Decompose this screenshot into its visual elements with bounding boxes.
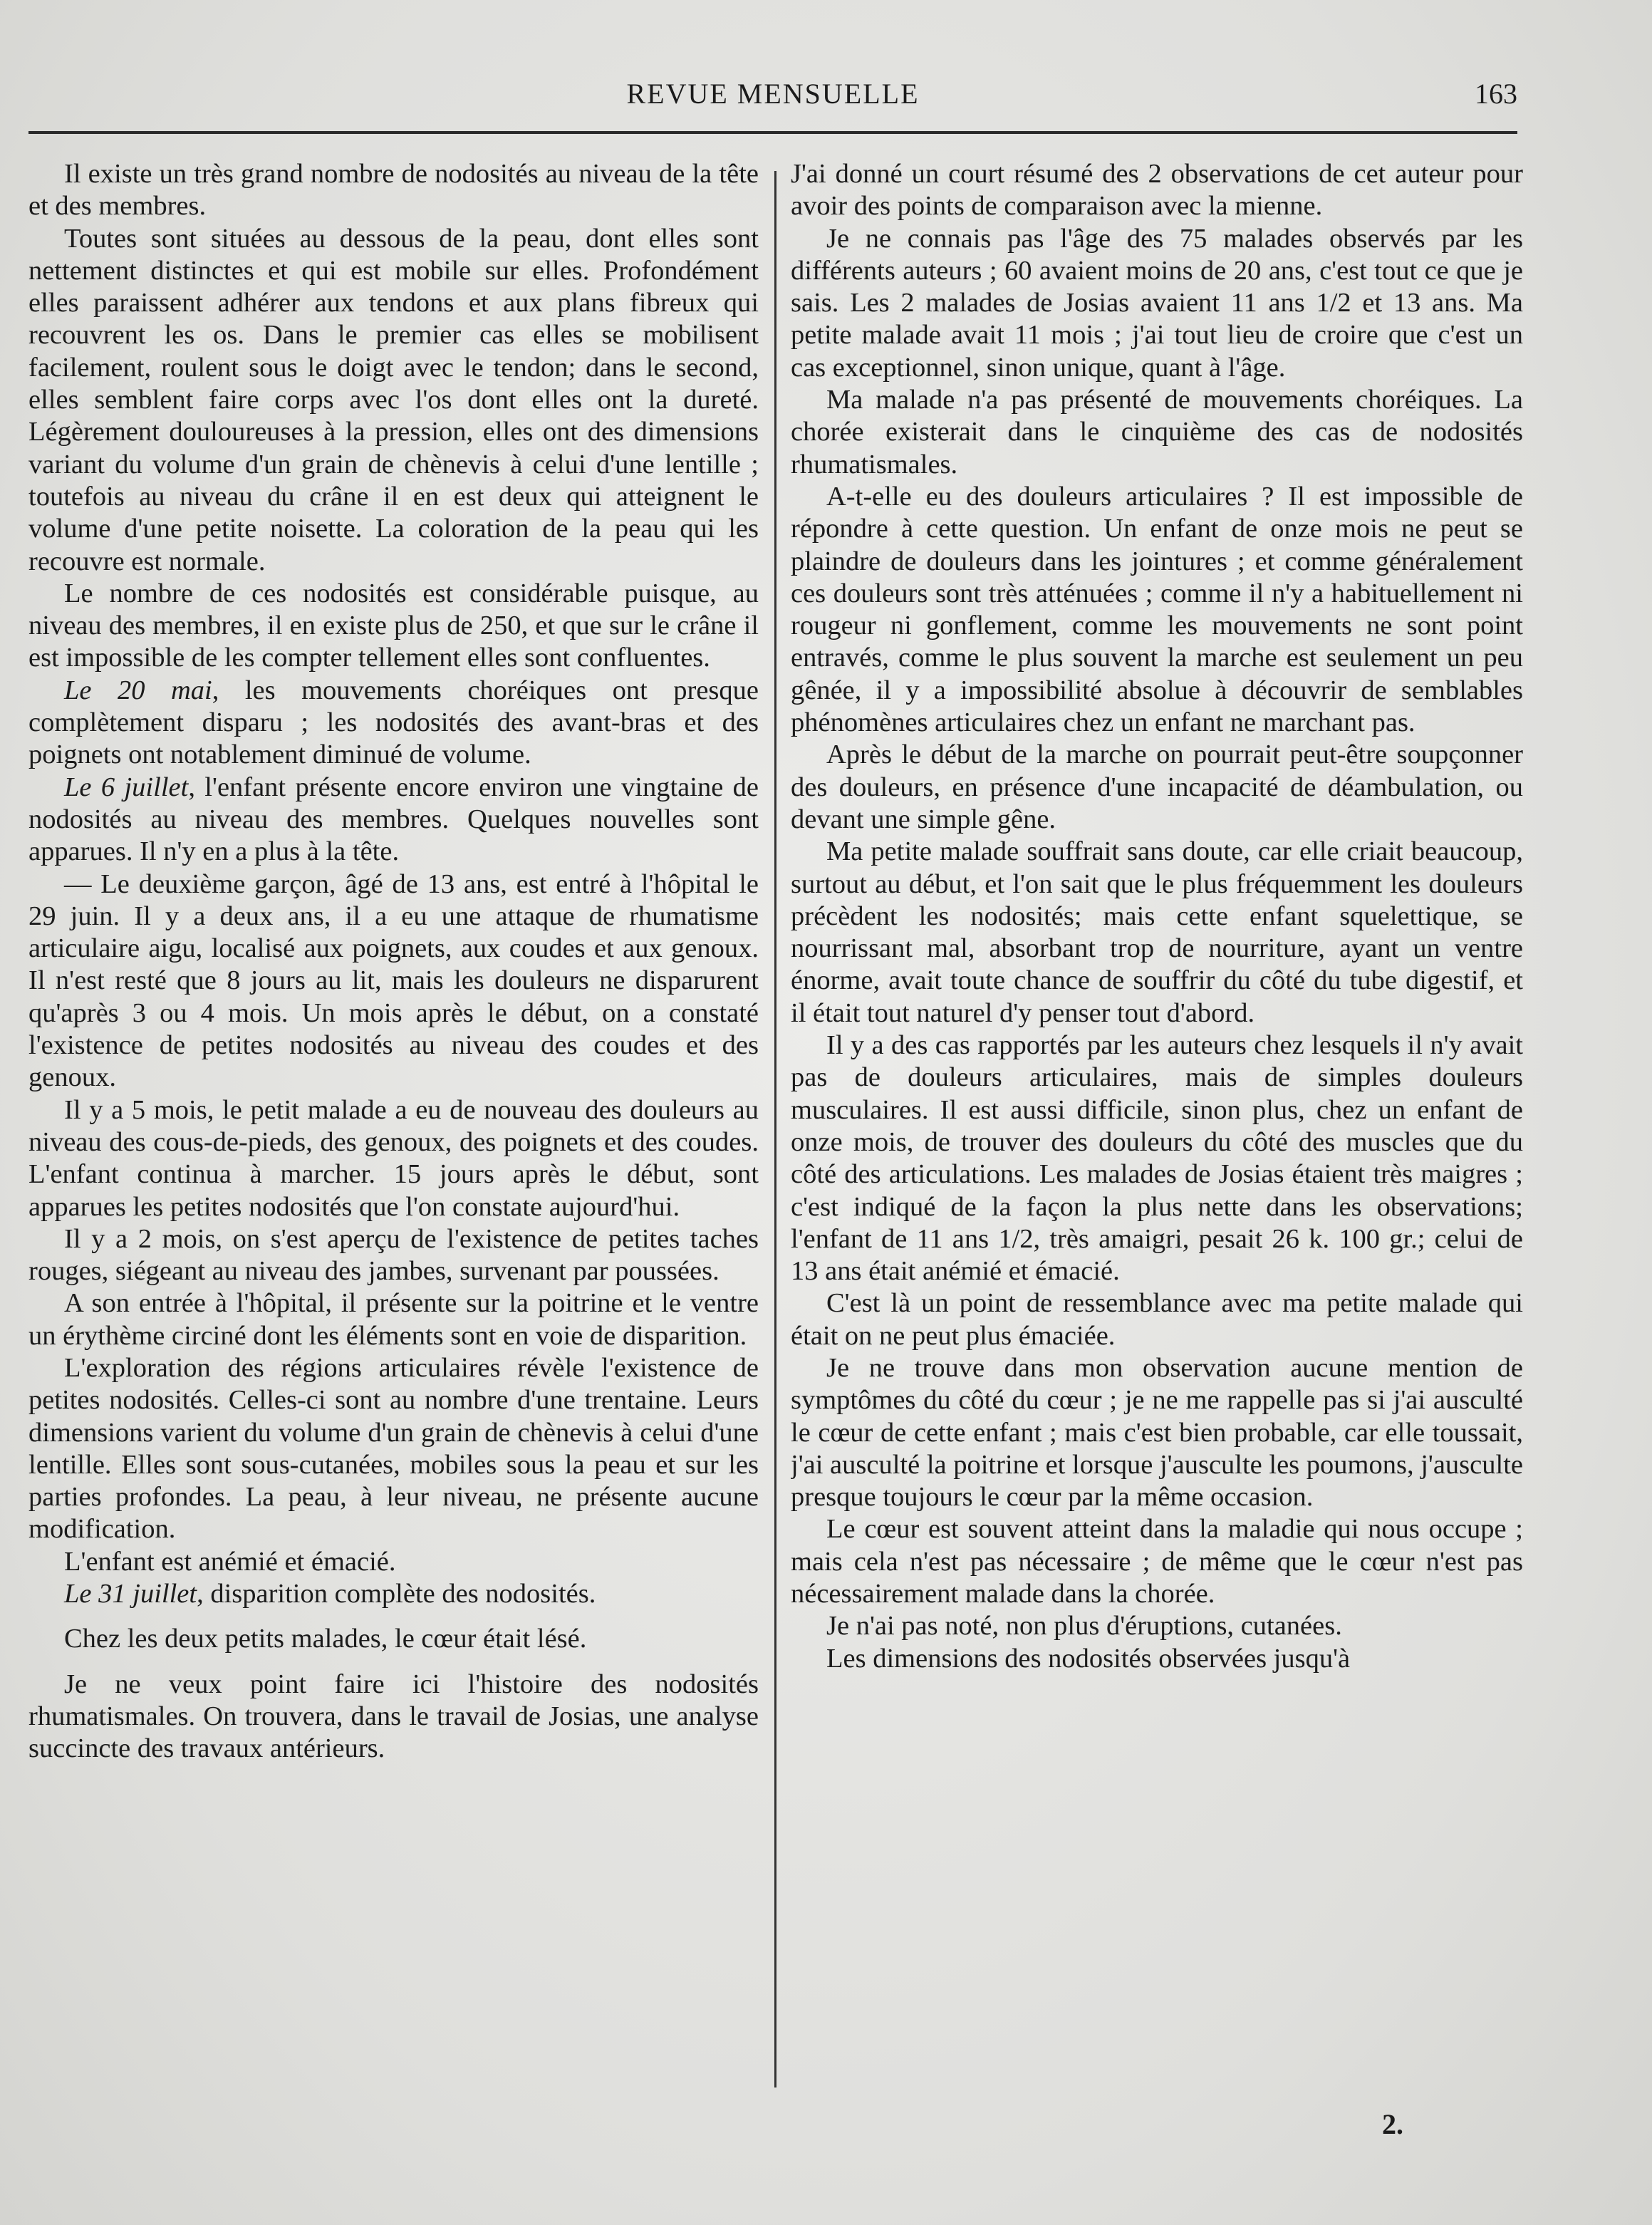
date-label: Le 31 juillet	[64, 1579, 197, 1609]
paragraph: Les dimensions des nodosités observées jusqu'à	[826, 1643, 1351, 1674]
paragraph	[28, 772, 759, 868]
paragraph-text: , disparition complète des nodosités.	[197, 1579, 596, 1609]
paragraph: Je n'ai pas noté, non plus d'éruptions, cutanées.	[826, 1611, 1342, 1641]
paragraph	[28, 1578, 759, 1610]
page-header	[28, 77, 1517, 120]
paragraph	[28, 675, 759, 772]
running-title: REVUE MENSUELLE	[626, 78, 920, 110]
paragraph: A-t-elle eu des douleurs articulaires ? Il est impossible de répondre à cette question. Un enfant de onze mois ne peut se plaindre de douleurs dans les jointures ; et comme généralement ces douleurs sont très atténuées ; comme il n'y a habituellement ni rougeur ni gonflement, comme les mouvements ne sont point entravés, comme le plus souvent la marche est seulement un peu gênée, il y a impossibilité absolue à découvrir de semblables phénomènes articulaires chez un enfant ne marchant pas.	[791, 481, 1523, 738]
paragraph: L'enfant est anémié et émacié.	[64, 1546, 396, 1577]
paragraph: Je ne connais pas l'âge des 75 malades observés par les différents auteurs ; 60 avaient moins de 20 ans, c'est tout ce que je sais. Les 2 malades de Josias avaient 11 ans 1/2 et 13 ans. Ma petite malade avait 11 mois ; j'ai tout lieu de croire que c'est un cas exceptionnel, sinon unique, quant à l'âge.	[791, 223, 1523, 383]
paragraph: C'est là un point de ressemblance avec ma petite malade qui était on ne peut plus émaciée.	[791, 1288, 1523, 1351]
paragraph: Il y a 2 mois, on s'est aperçu de l'existence de petites taches rouges, siégeant au niveau des jambes, survenant par poussées.	[28, 1223, 759, 1287]
header-rule	[28, 131, 1517, 134]
date-label: Le 20 mai	[64, 675, 212, 705]
paragraph: Je ne trouve dans mon observation aucune mention de symptômes du côté du cœur ; je ne me rappelle pas si j'ai ausculté le cœur de cette enfant ; mais c'est bien probable, car elle toussait, j'ai ausculté la poitrine et lorsque j'ausculte les poumons, j'ausculte presque toujours le cœur par la même occasion.	[791, 1352, 1523, 1513]
paragraph-text: , l'enfant présente encore environ une vingtaine de nodosités au niveau des membres. Quelques nouvelles sont apparues. Il n'y en a plus à la tête.	[28, 772, 759, 867]
date-label: Le 6 juillet	[64, 772, 189, 802]
paragraph: Toutes sont situées au dessous de la peau, dont elles sont nettement distinctes et qui est mobile sur elles. Profondément elles paraissent adhérer aux tendons et aux plans fibreux qui recouvrent les os. Dans le premier cas elles se mobilisent facilement, roulent sous le doigt avec le tendon; dans le second, elles semblent faire corps avec l'os dont elles ont la dureté. Légèrement douloureuses à la pression, elles ont des dimensions variant du volume d'un grain de chènevis à celui d'une lentille ; toutefois au niveau du crâne il en est deux qui atteignent le volume d'une petite noisette. La coloration de la peau qui les recouvre est normale.	[28, 223, 759, 576]
paragraph: Ma petite malade souffrait sans doute, car elle criait beaucoup, surtout au début, et l'on sait que le plus fréquemment les douleurs précèdent les nodosités; mais cette enfant squelettique, se nourrissant mal, absorbant trop de nourriture, ayant un ventre énorme, avait toute chance de souffrir du côté du tube digestif, et il était tout naturel d'y penser tout d'abord.	[791, 836, 1523, 1028]
paragraph: Il y a des cas rapportés par les auteurs chez lesquels il n'y avait pas de douleurs articulaires, mais de simples douleurs musculaires. Il est aussi difficile, sinon plus, chez un enfant de onze mois, de trouver des douleurs du côté des muscles que du côté des articulations. Les malades de Josias étaient très maigres ; c'est indiqué de la façon la plus nette dans les observations; l'enfant de 11 ans 1/2, très amaigri, pesait 26 k. 100 gr.; celui de 13 ans était anémié et émacié.	[791, 1030, 1523, 1287]
paragraph: Il existe un très grand nombre de nodosités au niveau de la tête et des membres.	[28, 159, 759, 222]
paragraph: A son entrée à l'hôpital, il présente sur la poitrine et le ventre un érythème circiné dont les éléments sont en voie de disparition.	[28, 1288, 759, 1351]
paragraph: J'ai donné un court résumé des 2 observations de cet auteur pour avoir des points de comparaison avec la mienne.	[791, 159, 1523, 222]
page-number: 163	[1475, 78, 1517, 110]
paragraph: Le cœur est souvent atteint dans la maladie qui nous occupe ; mais cela n'est pas nécessaire ; de même que le cœur n'est pas nécessairement malade dans la chorée.	[791, 1514, 1523, 1609]
paragraph: L'exploration des régions articulaires révèle l'existence de petites nodosités. Celles-ci sont au nombre d'une trentaine. Leurs dimensions varient du volume d'un grain de chènevis à celui d'une lentille. Elles sont sous-cutanées, mobiles sous la peau et sur les parties profondes. La peau, à leur niveau, ne présente aucune modification.	[28, 1352, 759, 1545]
paragraph: — Le deuxième garçon, âgé de 13 ans, est entré à l'hôpital le 29 juin. Il y a deux ans, il a eu une attaque de rhumatisme articulaire aigu, localisé aux poignets, aux coudes et aux genoux. Il n'est resté que 8 jours au lit, mais les douleurs ne disparurent qu'après 3 ou 4 mois. Un mois après le début, on a constaté l'existence de petites nodosités au niveau des coudes et des genoux.	[28, 868, 759, 1093]
left-column	[28, 158, 759, 2125]
paragraph: Le nombre de ces nodosités est considérable puisque, au niveau des membres, il en existe plus de 250, et que sur le crâne il est impossible de les compter tellement elles sont confluentes.	[28, 578, 759, 673]
signature-mark: 2.	[1382, 2108, 1403, 2140]
paragraph: Je ne veux point faire ici l'histoire des nodosités rhumatismales. On trouvera, dans le travail de Josias, une analyse succincte des travaux antérieurs.	[28, 1669, 759, 1764]
paragraph: Il y a 5 mois, le petit malade a eu de nouveau des douleurs au niveau des cous-de-pieds, des genoux, des poignets et des coudes. L'enfant continua à marcher. 15 jours après le début, sont apparues les petites nodosités que l'on constate aujourd'hui.	[28, 1094, 759, 1222]
paragraph: Après le début de la marche on pourrait peut-être soupçonner des douleurs, en présence d'une incapacité de déambulation, ou devant une simple gêne.	[791, 740, 1523, 834]
paragraph: Chez les deux petits malades, le cœur était lésé.	[64, 1624, 587, 1654]
column-divider	[774, 171, 776, 2087]
right-column	[791, 158, 1523, 2125]
paragraph-text: , les mouvements choréiques ont presque complètement disparu ; les nodosités des avant-bras et des poignets ont notablement diminué de volume.	[28, 675, 759, 770]
paragraph: Ma malade n'a pas présenté de mouvements choréiques. La chorée existerait dans le cinquième des cas de nodosités rhumatismales.	[791, 385, 1523, 479]
